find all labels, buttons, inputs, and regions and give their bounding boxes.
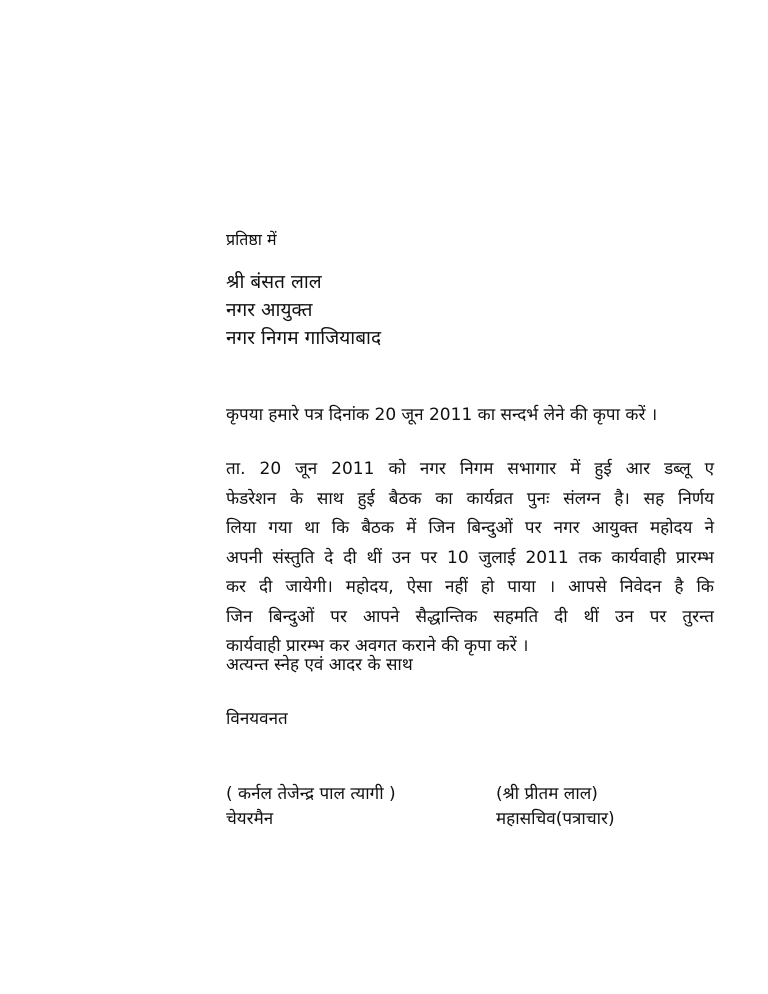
signatory-chairman-title: चेयरमैन (226, 809, 274, 829)
salutation: प्रतिष्ठा में (226, 230, 277, 249)
signatory-secretary-title: महासचिव(पत्राचार) (496, 809, 615, 829)
signatory-secretary-name: (श्री प्रीतम लाल) (496, 784, 598, 804)
closing-line: अत्यन्त स्नेह एवं आदर के साथ (226, 655, 413, 675)
body-paragraph (226, 455, 714, 662)
body-line: लिया गया था कि बैठक में जिन बिन्दुओं पर नगर आयुक्त महोदय ने (226, 518, 714, 538)
body-line: फेडरेशन के साथ हुई बैठक का कार्यव्रत पुनः संलग्न है। सह निर्णय (226, 488, 714, 509)
body-line: ता. 20 जून 2011 को नगर निगम सभागार में हुई आर डब्लू ए (226, 459, 714, 479)
body-line: कार्यवाही प्रारम्भ कर अवगत कराने की कृपा करें । (226, 636, 529, 656)
reference-line: कृपया हमारे पत्र दिनांक 20 जून 2011 का सन्दर्भ लेने की कृपा करें । (226, 405, 658, 425)
recipient-name: श्री बंसत लाल (226, 271, 322, 293)
body-line: अपनी संस्तुति दे दी थीं उन पर 10 जुलाई 2011 तक कार्यवाही प्रारम्भ (226, 547, 714, 568)
regards-line: विनयवनत (226, 709, 288, 729)
signatory-chairman-name: ( कर्नल तेजेन्द्र पाल त्यागी ) (226, 784, 396, 804)
body-line: कर दी जायेगी। महोदय, ऐसा नहीं हो पाया । आपसे निवेदन है कि (226, 577, 714, 597)
recipient-designation: नगर आयुक्त (226, 299, 313, 321)
recipient-organization: नगर निगम गाजियाबाद (226, 327, 382, 349)
body-line: जिन बिन्दुओं पर आपने सैद्धान्तिक सहमति दी थीं उन पर तुरन्त (226, 606, 714, 627)
